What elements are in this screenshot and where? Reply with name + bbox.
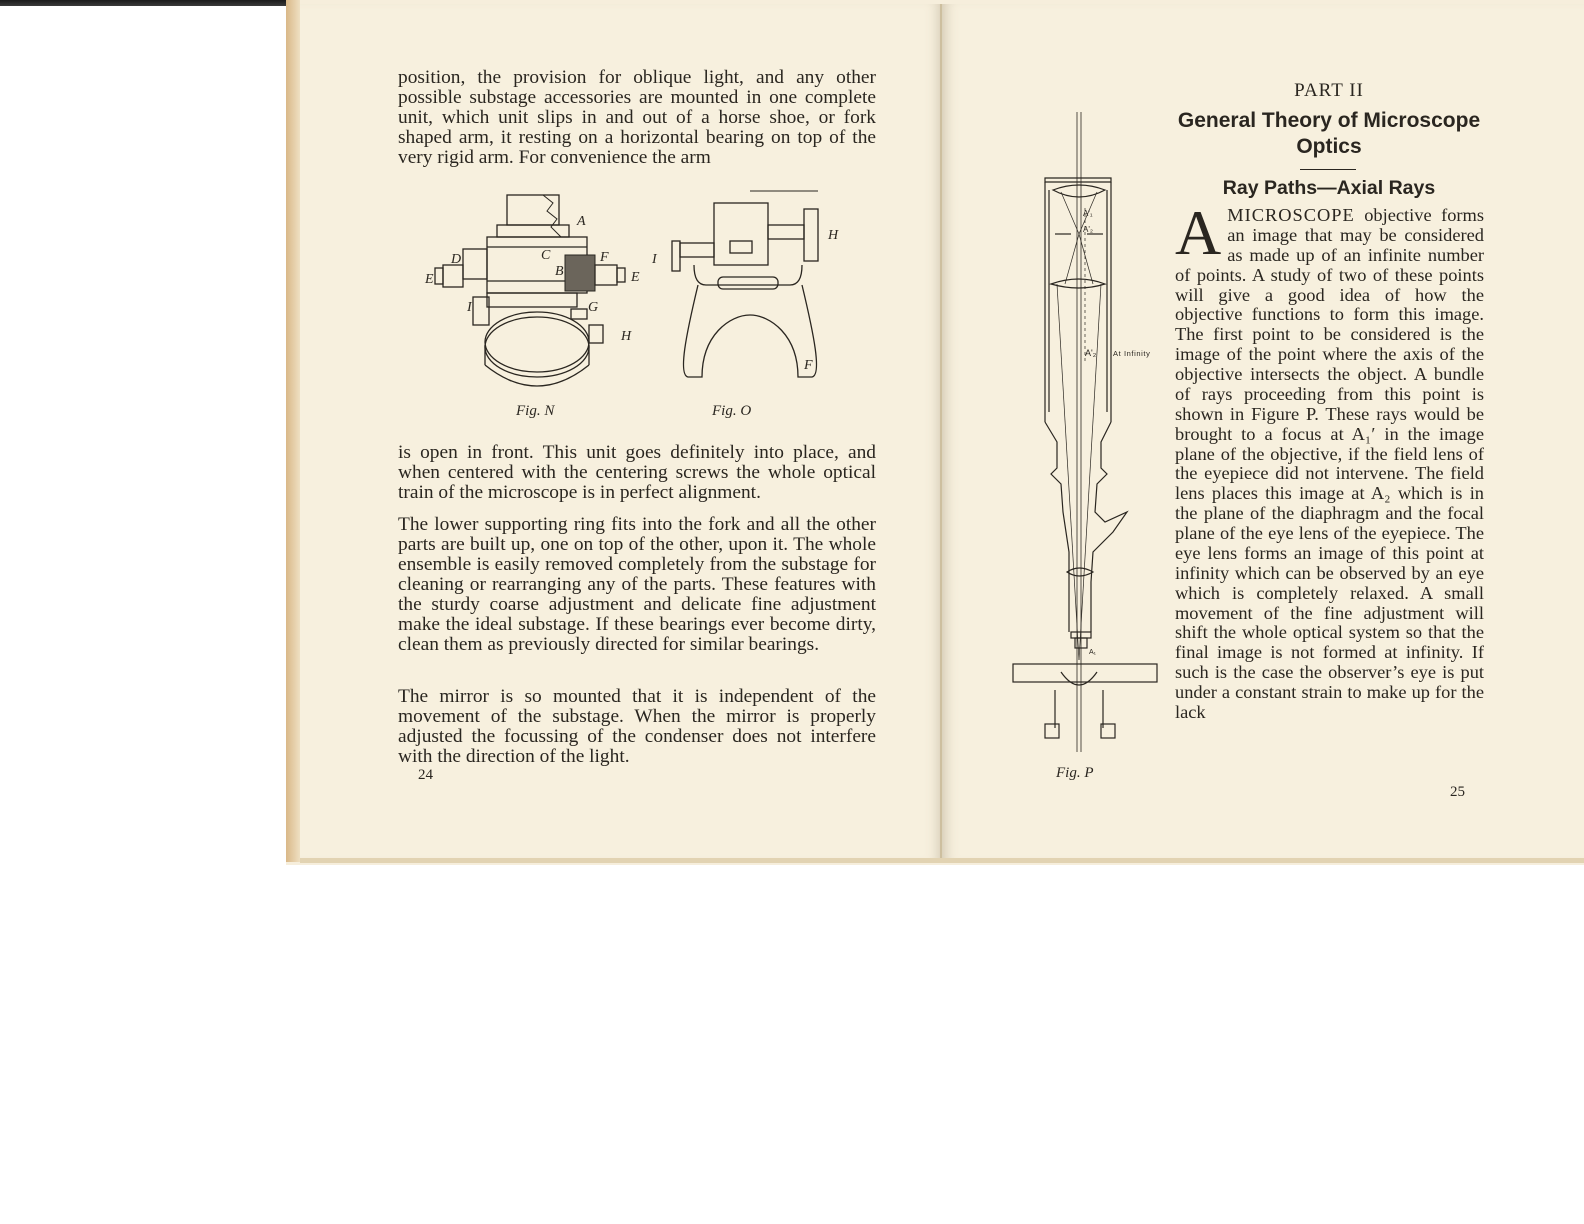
page-edge [286, 0, 300, 862]
paragraph-unit-alignment: is open in front. This unit goes definitely into place, and when centered with the centering screws the whole optical train of the microscope is in perfect alignment. [398, 442, 876, 503]
fig-p-label-at-infinity: At Infinity [1113, 349, 1151, 358]
fig-o-label-i: I [652, 252, 657, 267]
paragraph-axial-rays [1175, 197, 1484, 723]
fig-p-label-a1-bottom: A₁ [1089, 649, 1097, 656]
fig-p-label-a1-top: A'₁ [1083, 209, 1093, 218]
figure-p-ray-path-diagram [1005, 112, 1180, 762]
fig-n-label-a: A [577, 214, 586, 229]
figure-n-substage-drawing [425, 185, 650, 400]
figure-n-caption: Fig. N [516, 403, 555, 419]
fig-n-label-h: H [621, 329, 632, 344]
fig-n-label-c: C [541, 248, 551, 263]
fig-o-label-h: H [828, 228, 839, 243]
page-number-right: 25 [1450, 784, 1465, 800]
paragraph-substage-unit: position, the provision for oblique light, and any other possible substage accessories are mounted in one complete unit, which unit slips in and out of a horse shoe, or fork shaped arm, it resting on a horizontal bearing on top of the very rigid arm. For convenience the arm [398, 67, 876, 168]
page-bottom-edge [300, 858, 1584, 863]
fig-n-label-e-left: E [425, 272, 434, 287]
fig-p-label-a2-mid: A'₂ [1085, 348, 1097, 358]
chapter-title: General Theory of Microscope Optics [1177, 109, 1481, 158]
figure-o-fork-drawing [652, 185, 848, 385]
opening-words: MICROSCOPE [1227, 205, 1355, 225]
section-heading: Ray Paths—Axial Rays [1222, 177, 1436, 199]
fig-p-label-a2-top: A'₂ [1083, 225, 1093, 234]
title-divider [1300, 169, 1356, 170]
figure-p-caption: Fig. P [1056, 765, 1094, 781]
fig-n-label-f: F [600, 250, 609, 265]
fig-n-label-e-right: E [631, 270, 640, 285]
part-heading: PART II [1294, 80, 1364, 101]
book-gutter [940, 4, 942, 861]
fig-n-label-b: B [555, 264, 564, 279]
paragraph-supporting-ring: The lower supporting ring fits into the fork and all the other parts are built up, one on top of the other, upon it. The whole ensemble is easily removed completely from the substage for cleaning or rearranging any of the parts. These features with the sturdy coarse adjustment and delicate fine adjustment make the ideal substage. If these bearings ever become dirty, clean them as previously directed for similar bearings. [398, 514, 876, 655]
fig-n-label-d: D [451, 252, 462, 267]
paragraph-axial-rays-text: objective forms an image that may be considered as made up of an infinite number of points. A study of two of these points will give a good idea of how the objective functions to form this image. The first point to be considered is the image of the point where the axis of the objective intersects the object. A bundle of rays proceeding from this point is shown in Figure P. These rays would be brought to a focus at A₁′ in the image plane of the objective, if the field lens of the eyepiece did not intervene. The field lens places this image at A₂ which is in the plane of the diaphragm and the focal plane of the eye lens of the eyepiece. The eye lens forms an image of this point at infinity which can be observed by an eye which is completely relaxed. A small movement of the fine adjustment will shift the whole optical system so that the final image is not formed at infinity. If such is the case the observer’s eye is put under a constant strain to make up for the lack [1175, 205, 1484, 722]
figure-o-caption: Fig. O [712, 403, 752, 419]
fig-n-label-i: I [467, 300, 472, 315]
fig-o-label-f: F [804, 358, 813, 373]
paragraph-mirror: The mirror is so mounted that it is independent of the movement of the substage. When the mirror is properly adjusted the focussing of the condenser does not interfere with the direction of the light. [398, 686, 876, 767]
fig-n-label-g: G [588, 300, 599, 315]
drop-cap: A [1175, 197, 1222, 268]
page-number-left: 24 [418, 767, 433, 783]
